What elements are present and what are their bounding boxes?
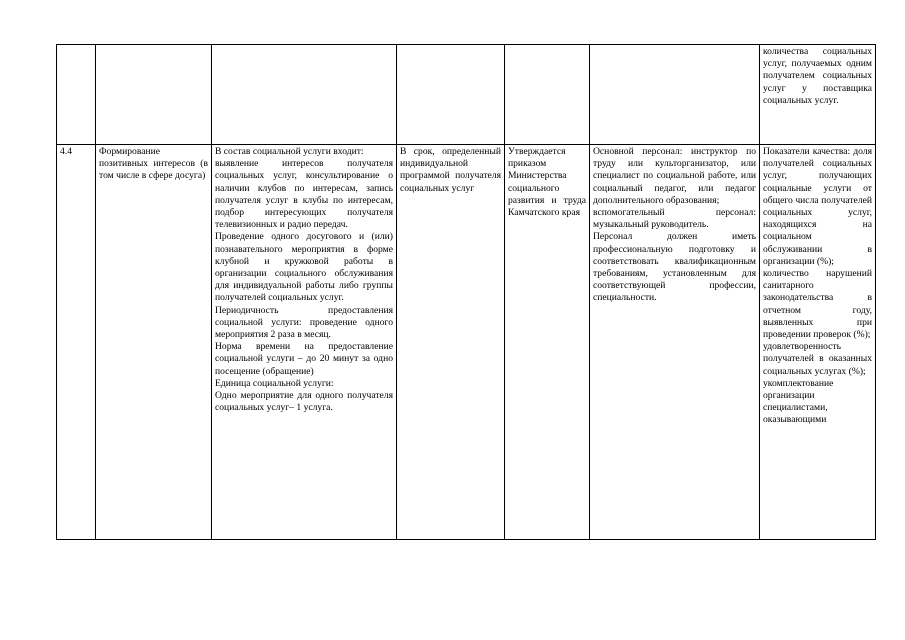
cell-personnel <box>590 45 760 145</box>
table-row <box>57 45 876 145</box>
cell-service-content: В состав социальной услуги входит: выявление интересов получателя социальных услуг, консультирование о наличии клубов по интересам, запись получателя услуг в клубы по интересам, подбор интересующих получателя телевизионных и радио передач. Проведение одного досугового и (или) познавательного мероприятия в форме клубной и кружковой работы в организации социального обслуживания для индивидуальной работы либо группы получателей социальных услуг. Периодичность предоставления социальной услуги: проведение одного мероприятия 2 раза в месяц. Норма времени на предоставление социальной услуги – до 20 минут за одно посещение (обращение) Единица социальной услуги: Одно мероприятие для одного получателя социальных услуг– 1 услуга. <box>212 145 397 540</box>
cell-service-name: Формирование позитивных интересов (в том числе в сфере досуга) <box>96 145 212 540</box>
cell-number <box>57 45 96 145</box>
cell-personnel: Основной персонал: инструктор по труду или культорганизатор, или специалист по социальной работе, или социальный педагог, или педагог дополнительного образования; вспомогательный персонал: музыкальный руководитель. Персонал должен иметь профессиональную подготовку и соответствовать квалификационным требованиям, установленным для соответствующей профессии, специальности. <box>590 145 760 540</box>
cell-approval: Утверждается приказом Министерства социального развития и труда Камчатского края <box>505 145 590 540</box>
cell-service-name <box>96 45 212 145</box>
cell-quality-indicators: количества социальных услуг, получаемых одним получателем социальных услуг у поставщика социальных услуг. <box>760 45 876 145</box>
cell-approval <box>505 45 590 145</box>
cell-terms <box>397 45 505 145</box>
table-row <box>57 145 876 540</box>
cell-quality-indicators: Показатели качества: доля получателей социальных услуг, получающих социальные услуги от общего числа получателей социальных услуг, находящихся на социальном обслуживании в организации (%); количество нарушений санитарного законодательства в отчетном году, выявленных при проведении проверок (%); удовлетворенность получателей в оказанных социальных услугах (%); укомплектование организации специалистами, оказывающими <box>760 145 876 540</box>
cell-service-content <box>212 45 397 145</box>
cell-terms: В срок, определенный индивидуальной программой получателя социальных услуг <box>397 145 505 540</box>
services-table <box>56 44 876 540</box>
cell-number: 4.4 <box>57 145 96 540</box>
